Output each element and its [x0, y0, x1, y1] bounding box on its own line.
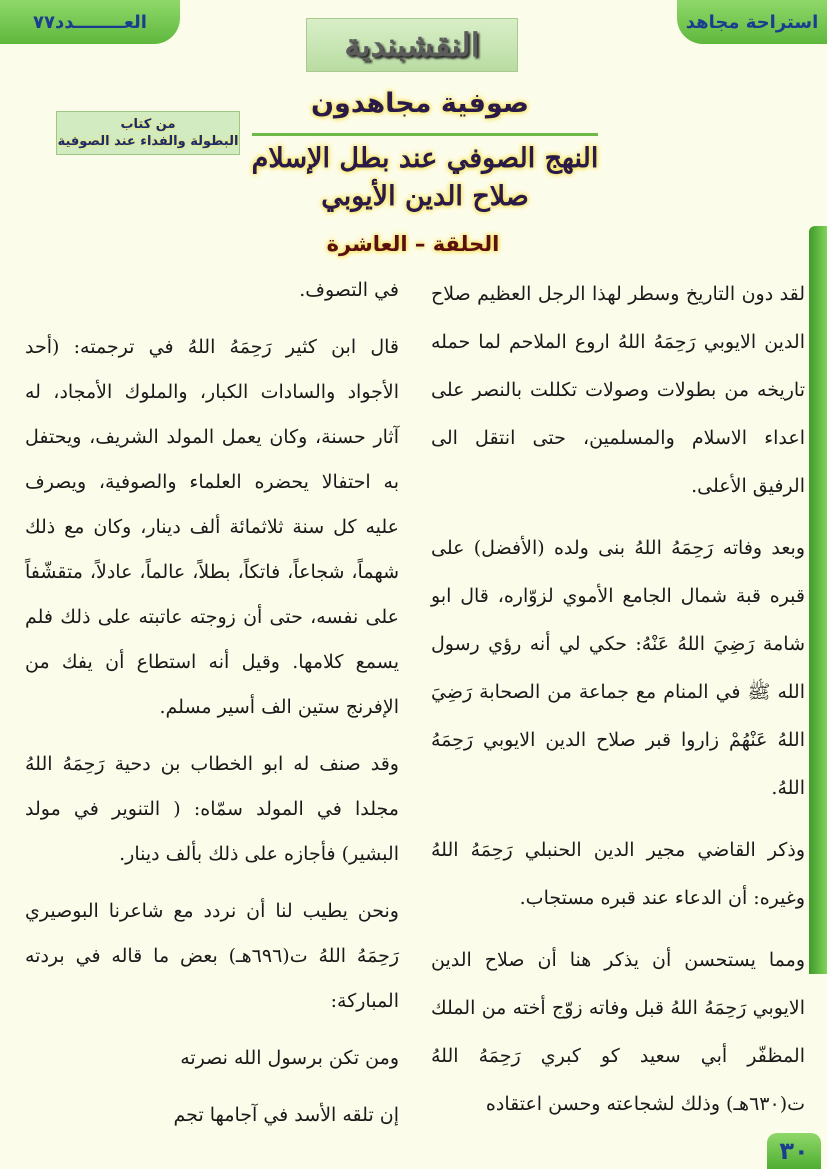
poem-line: ومن تكن برسول الله نصرته [180, 1047, 399, 1069]
paragraph: في التصوف. [299, 279, 399, 301]
subtitle-line-1: النهج الصوفي عند بطل الإسلام [251, 143, 599, 174]
page-number [767, 1133, 821, 1169]
title-divider [252, 133, 598, 136]
article-subtitle [240, 140, 610, 216]
source-box [56, 111, 240, 155]
paragraph: وبعد وفاته رَحِمَهُ اللهُ بنى ولده (الأفضل) على قبره قبة شمال الجامع الأموي لزوّاره، قال ابو شامة رَضِيَ اللهُ عَنْهُ: حكي لي أنه رؤي رسول الله ﷺ في المنام مع جماعة من الصحابة رَضِيَ اللهُ عَنْهُمْ زاروا قبر صلاح الدين الايوبي رَحِمَهُ اللهُ. [431, 537, 805, 799]
left-column [25, 268, 399, 1150]
paragraph: ونحن يطيب لنا أن نردد مع شاعرنا البوصيري رَحِمَهُ اللهُ ت(٦٩٦هـ) بعض ما قاله في بردته المباركة: [25, 900, 400, 1012]
paragraph: وقد صنف له ابو الخطاب بن دحية رَحِمَهُ اللهُ مجلدا في المولد سمّاه: ( التنوير في مولد البشير) فأجازه على ذلك بألف دينار. [25, 753, 399, 865]
source-line-2: البطولة والفداء عند الصوفية [57, 134, 239, 149]
poem-line: إن تلقه الأسد في آجامها تجم [173, 1104, 399, 1126]
paragraph: قال ابن كثير رَحِمَهُ اللهُ في ترجمته: (أحد الأجواد والسادات الكبار، والملوك الأمجاد، له آثار حسنة، وكان يعمل المولد الشريف، ويحتفل به احتفالا يحضره العلماء والصوفية، ويصرف عليه كل سنة ثلاثمائة ألف دينار، وكان مع ذلك شهماً، شجاعاً، فاتكاً، بطلاً، عالماً، عادلاً، متقشّفاً على نفسه، حتى أن زوجته عاتبته على ذلك فلم يسمع كلامها. وقيل أنه استطاع أن يفك من الإفرنج ستين الف أسير مسلم. [25, 336, 399, 718]
magazine-logo [306, 18, 518, 72]
side-decoration-bar [809, 226, 827, 974]
page-number-text: ٣٠ [779, 1137, 809, 1165]
paragraph: لقد دون التاريخ وسطر لهذا الرجل العظيم صلاح الدين الايوبي رَحِمَهُ اللهُ اروع الملاحم لما حمله تاريخه من بطولات وصولات تكللت بالنصر على اعداء الاسلام والمسلمين، حتى انتقل الى الرفيق الأعلى. [431, 283, 805, 497]
article-title: صوفية مجاهدون [311, 88, 529, 119]
paragraph: وذكر القاضي مجير الدين الحنبلي رَحِمَهُ اللهُ وغيره: أن الدعاء عند قبره مستجاب. [431, 839, 805, 909]
paragraph: ومما يستحسن أن يذكر هنا أن صلاح الدين الايوبي رَحِمَهُ اللهُ قبل وفاته زوّج أخته من الملك المظفّر أبي سعيد كو كبري رَحِمَهُ اللهُ ت(٦٣٠هـ) وذلك لشجاعته وحسن اعتقاده [431, 949, 805, 1115]
section-label: استراحة مجاهد [685, 11, 819, 33]
section-tab [677, 0, 827, 44]
right-column [431, 270, 805, 1142]
subtitle-line-2: صلاح الدين الأيوبي [321, 181, 529, 212]
source-line-1: من كتاب [120, 117, 176, 132]
magazine-logo-text: النقشبندية [344, 26, 480, 64]
issue-tab [0, 0, 180, 44]
episode-label: الحلقة – العاشرة [326, 232, 500, 256]
issue-label: العــــــــدد٧٧ [33, 11, 147, 33]
